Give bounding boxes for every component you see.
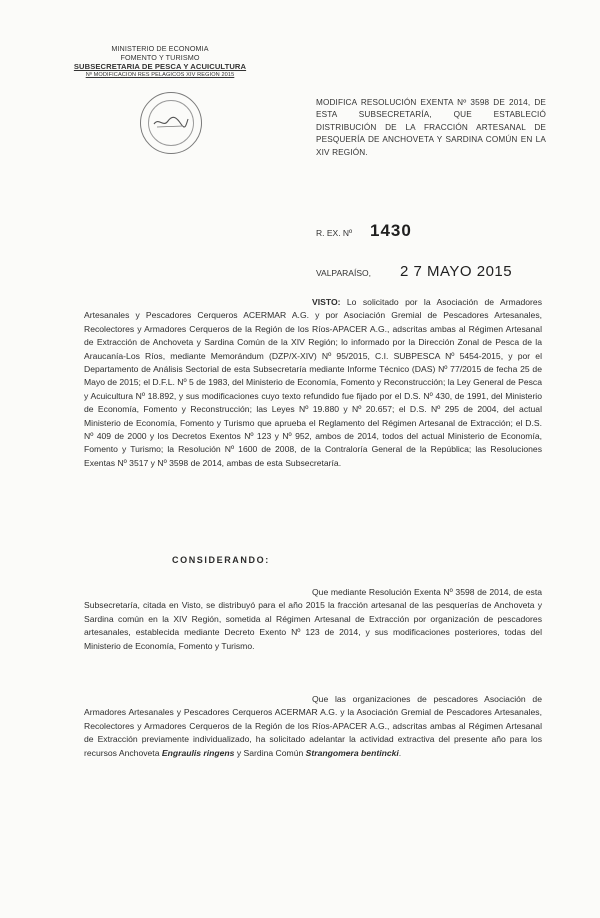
- considerando-heading: CONSIDERANDO:: [172, 555, 270, 565]
- place-date-block: [316, 263, 513, 280]
- signature-scribble: [153, 115, 189, 129]
- considerando-paragraph-1: [84, 586, 542, 653]
- visto-lead: VISTO:: [312, 297, 341, 307]
- considerando-p1-text: Que mediante Resolución Exenta Nº 3598 de 2014, de esta Subsecretaría, citada en Visto, se distribuyó para el año 2015 la fracción artesanal de las pesquerías de Anchoveta y Sardina común en la XIV Región, sometida al Régimen Artesanal de Extracción por organización de pescadores artesanales, establecida mediante Decreto Exento Nº 123 de 2014, y sus modificaciones posteriores, todas del Ministerio de Economía, Fomento y Turismo.: [84, 587, 542, 651]
- resolution-subject: MODIFICA RESOLUCIÓN EXENTA Nº 3598 DE 2014, DE ESTA SUBSECRETARÍA, QUE ESTABLECIÓ DISTRIBUCIÓN DE LA FRACCIÓN ARTESANAL DE PESQUERÍA DE ANCHOVETA Y SARDINA COMÚN EN LA XIV REGIÓN.: [316, 98, 546, 157]
- considerando-p2-text: Que las organizaciones de pescadores Asociación de Armadores Artesanales y Pescadores Cerqueros ACERMAR A.G. y la Asociación Gremial de Pescadores Artesanales, Recolectores y Armadores Cerqueros de la Región de los Ríos-APACER A.G., adscritas ambas al Régimen Artesanal de Extracción previamente individualizado, ha solicitado adelantar la actividad extractiva del presente año para los recursos Anchoveta: [84, 694, 542, 758]
- considerando-paragraph-2: [84, 693, 542, 760]
- ministry-header: [60, 44, 260, 80]
- resolution-label: R. EX. Nº: [316, 228, 353, 238]
- species-anchoveta: Engraulis ringens: [161, 747, 235, 758]
- official-stamp: [140, 92, 202, 154]
- resolution-number: 1430: [370, 221, 412, 240]
- header-reference: Nº MODIFICACION RES PELAGICOS XIV REGION 2015: [85, 72, 235, 78]
- considerando-p2-mid: y Sardina Común: [236, 747, 304, 758]
- header-ministry: MINISTERIO DE ECONOMIA: [111, 44, 209, 53]
- visto-text: Lo solicitado por la Asociación de Armadores Artesanales y Pescadores Cerqueros ACERMAR A.G. y por Asociación Gremial de Pescadores Artesanales, Recolectores y Armadores Cerqueros de la Región de los Ríos-APACER A.G., adscritas ambas al Régimen Artesanal de Extracción de Anchoveta y Sardina Común de la XIV Región; lo informado por la Dirección Zonal de Pesca de la Araucanía-Los Ríos, mediante Memorándum (DZP/X-XIV) Nº 95/2015, C.I. SUBPESCA Nº 5454-2015, y por el Departamento de Análisis Sectorial de esta Subsecretaría mediante Informe Técnico (DAS) Nº 77/2015 de fecha 25 de Mayo de 2015; el D.F.L. Nº 5 de 1983, del Ministerio de Economía, Fomento y Reconstrucción; la Ley General de Pesca y Acuicultura Nº 18.892, y sus modificaciones cuyo texto refundido fue fijado por el D.S. Nº 430, de 1991, del Ministerio de Economía, Fomento y Reconstrucción; las Leyes Nº 19.880 y Nº 20.657; el D.S. Nº 295 de 2004, del actual Ministerio de Economía, Fomento y Turismo que aprueba el Reglamento del Régimen Artesanal de Extracción; el D.S. Nº 409 de 2000 y los Decretos Exentos Nº 123 y Nº 952, ambos de 2014, todos del actual Ministerio de Economía, Fomento y Turismo; la Resolución Nº 1600 de 2008, de la Contraloría General de la República; las Resoluciones Exentas Nº 3517 y Nº 3598 de 2014, ambas de esta Subsecretaría.: [84, 297, 542, 468]
- header-ministry-sub: FOMENTO Y TURISMO: [120, 53, 200, 62]
- resolution-number-block: [316, 221, 412, 240]
- place-label: VALPARAÍSO,: [316, 268, 371, 278]
- date-stamp: 2 7 MAYO 2015: [400, 263, 513, 280]
- header-subsecretaria: SUBSECRETARIA DE PESCA Y ACUICULTURA: [73, 62, 247, 71]
- considerando-p2-end: .: [398, 747, 402, 758]
- species-sardina: Strangomera bentincki: [305, 747, 399, 758]
- visto-paragraph: [84, 296, 542, 470]
